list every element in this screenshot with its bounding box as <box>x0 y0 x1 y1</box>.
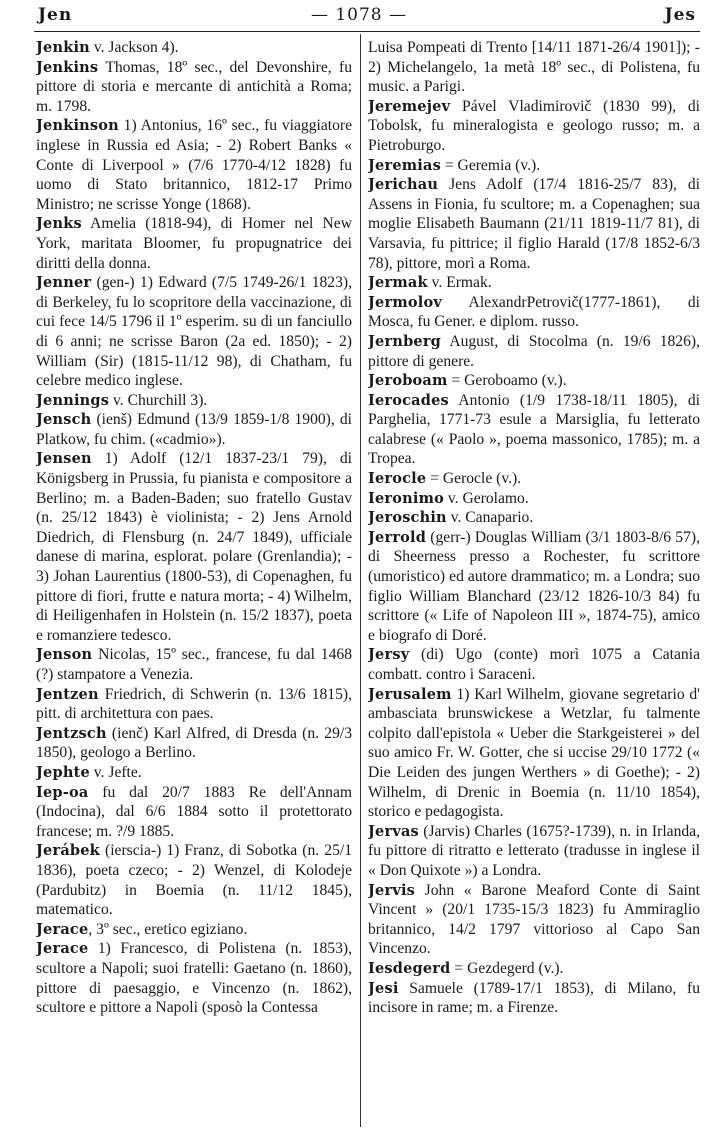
entry-headword: Jerace <box>36 940 89 958</box>
entry-headword: Jephte <box>36 763 90 781</box>
dictionary-entry <box>368 38 700 97</box>
entry-headword: Jerusalem <box>368 685 452 703</box>
entry-headword: Jeremejev <box>368 97 451 115</box>
dictionary-entry <box>368 528 700 646</box>
entry-text: Nicolas, 15º sec., francese, fu dal 1468 (?) stampatore a Venezia. <box>36 646 352 683</box>
entry-text: Luisa Pompeati di Trento [14/11 1871-26/4 1901]); - 2) Michelangelo, 1a metà 18º sec., di Polistena, fu music. a Parigi. <box>368 39 700 96</box>
page-header <box>0 0 718 30</box>
entry-headword: Ierocades <box>368 391 449 409</box>
entry-headword: Jeroschin <box>368 509 447 527</box>
entry-headword: Ierocle <box>368 470 427 488</box>
entry-headword: Jentzen <box>36 685 99 703</box>
entry-headword: Jenson <box>36 646 93 664</box>
dictionary-entry <box>36 841 352 919</box>
entry-text: = Geremia (v.). <box>440 156 541 174</box>
dictionary-entry <box>36 38 352 58</box>
entry-headword: Jerrold <box>368 528 427 546</box>
entry-headword: Jenner <box>36 274 92 292</box>
dictionary-entry <box>36 763 352 783</box>
entry-text: , 3º sec., eretico egiziano. <box>88 920 248 938</box>
dictionary-entry <box>368 979 700 1018</box>
dictionary-entry <box>36 58 352 117</box>
entry-headword: Jentzsch <box>36 724 107 742</box>
entry-text: John « Barone Meaford Conte di Saint Vincent » (20/1 1735-15/3 1823) fu Ammiraglio britannico, 14/2 1797 vittorioso al Capo San Vincenzo. <box>368 881 700 958</box>
dictionary-entry <box>36 645 352 684</box>
dictionary-entry <box>368 391 700 469</box>
left-column <box>36 38 352 1129</box>
entry-text: = Gezdegerd (v.). <box>450 959 564 977</box>
entry-headword: Jernberg <box>368 332 442 350</box>
dictionary-entry <box>368 371 700 391</box>
entry-headword: Iep-oa <box>36 783 89 801</box>
entry-headword: Jennings <box>36 391 110 409</box>
entry-text: v. Gerolamo. <box>443 489 529 507</box>
header-rule <box>34 31 700 32</box>
right-column <box>368 38 700 1129</box>
entry-headword: Iesdegerd <box>368 959 451 977</box>
entry-headword: Jeroboam <box>368 372 448 390</box>
entry-text: (Jarvis) Charles (1675?-1739), n. in Irlanda, fu pittore di ritratto e letterato (tradusse in inglese il « Don Quixote ») a Londra. <box>368 822 700 879</box>
entry-text: = Geroboamo (v.). <box>447 372 567 390</box>
entry-headword: Jervis <box>368 881 416 899</box>
entry-text: (gerr-) Douglas William (3/1 1803-8/6 57), di Sheerness presso a Rochester, fu scrittore (umoristico) ed autore drammatico; m. a Londra; suo figlio William Blanchard (23/12 1826-10/3 84) fu scrittore (« Life of Napoleon III », 1874-75), amico e biografo di Doré. <box>368 528 700 644</box>
entry-text: (ienč) Karl Alfred, di Dresda (n. 29/3 1850), geologo a Berlino. <box>36 724 352 762</box>
entry-text: (ierscia-) 1) Franz, di Sobotka (n. 25/1 1836), poeta czeco; - 2) Wenzel, di Kolodeje (Pardubitz) in Boemia (n. 11/12 1845), matematico. <box>36 842 352 919</box>
entry-headword: Jenkins <box>36 58 99 76</box>
entry-headword: Jermolov <box>368 293 442 311</box>
entry-text: Samuele (1789-17/1 1853), di Milano, fu incisore in rame; m. a Firenze. <box>368 979 700 1017</box>
entry-text: v. Ermak. <box>427 274 492 292</box>
dictionary-entry <box>368 469 700 489</box>
dictionary-entry <box>368 332 700 371</box>
dictionary-entry <box>368 97 700 156</box>
entry-text: (gen-) 1) Edward (7/5 1749-26/1 1823), di Berkeley, fu lo scopritore della vaccinazione, di cui fece 14/5 1796 il 1º esperim. su di un fanciullo di 6 anni; ne scrisse Baron (2a ed. 1850); - 2) William (Sir) (1815-11/12 98), di Chatham, fu celebre medico inglese. <box>36 274 352 390</box>
dictionary-entry <box>36 449 352 645</box>
dictionary-entry <box>368 489 700 509</box>
entry-headword: Jensch <box>36 411 92 429</box>
dictionary-entry <box>36 410 352 449</box>
dictionary-entry <box>36 783 352 842</box>
dictionary-entry <box>368 273 700 293</box>
entry-text: 1) Adolf (12/1 1837-23/1 79), di Königsberg in Prussia, fu pianista e compositore a Berlino; m. a Baden-Baden; suo fratello Gustav (n. 25/12 1843) è violinista; - 2) Jens Arnold Diedrich, di Flensburg (n. 24/7 1849), ufficiale danese di marina, esplorat. polare (Grenlandia); - 3) Johan Laurentius (1800-53), di Copenaghen, fu pittore di fiori, frutte e natura morta; - 4) Wilhelm, di Heiligenhafen in Holstein (n. 15/2 1837), poeta e romanziere tedesco. <box>36 450 352 644</box>
entry-headword: Jervas <box>368 822 419 840</box>
page-number: — 1078 — <box>310 5 408 25</box>
header-right-word: Jes <box>664 5 696 25</box>
dictionary-entry <box>36 391 352 411</box>
dictionary-entry <box>36 273 352 391</box>
entry-headword: Jerábek <box>36 842 100 860</box>
column-divider <box>360 34 361 1127</box>
entry-text: (ienš) Edmund (13/9 1859-1/8 1900), di Platkow, fu chim. («cadmio»). <box>36 411 352 448</box>
entry-text: Friedrich, di Schwerin (n. 13/6 1815), pitt. di architettura con paes. <box>36 685 352 723</box>
dictionary-entry <box>368 822 700 881</box>
dictionary-entry <box>36 939 352 1017</box>
dictionary-entry <box>368 508 700 528</box>
entry-headword: Ieronimo <box>368 489 444 507</box>
entry-headword: Jesi <box>368 979 399 997</box>
entry-text: Thomas, 18º sec., del Devonshire, fu pittore di storia e mercante di antichità a Roma; m. 1798. <box>36 58 352 115</box>
entry-text: v. Canapario. <box>446 509 534 527</box>
entry-headword: Jenkinson <box>36 117 119 135</box>
dictionary-entry <box>368 293 700 332</box>
entry-headword: Jermak <box>368 274 428 292</box>
entry-text: fu dal 20/7 1883 Re dell'Annam (Indocina), dal 6/6 1884 sotto il protettorato francese; m. ?/9 1885. <box>36 783 352 840</box>
entry-text: Amelia (1818-94), di Homer nel New York, maritata Bloomer, fu propugnatrice dei diritti della donna. <box>36 215 352 272</box>
entry-text: AlexandrPetrovič(1777-1861), di Mosca, fu Gener. e diplom. russo. <box>368 293 700 331</box>
entry-text: 1) Francesco, di Polistena (n. 1853), scultore a Napoli; suoi fratelli: Gaetano (n. 1860), pittore di paesaggio, e Vincenzo (n. 1862), scultore e pittore a Napoli (sposò la Contessa <box>36 940 352 1017</box>
dictionary-entry <box>368 685 700 822</box>
entry-headword: Jerace <box>36 920 89 938</box>
header-left-word: Jen <box>38 5 73 25</box>
entry-text: Pável Vladimirovič (1830 99), di Tobolsk, fu mineralogista e geologo russo; m. a Pietroburgo. <box>368 97 700 154</box>
entry-headword: Jersy <box>368 646 410 664</box>
entry-text: 1) Antonius, 16º sec., fu viaggiatore inglese in Russia ed Asia; - 2) Robert Banks « Conte di Liverpool » (7/6 1770-4/12 1828) fu uomo di Stato britannico, 1812-17 Primo Ministro; ne scrisse Yonge (1868). <box>36 117 352 213</box>
entry-text: 1) Karl Wilhelm, giovane segretario d' ambasciata brunswickese a Wetzlar, fu talmente colpito dall'epistola « Ueber die Starkgeisterei » del suo amico Fr. W. Gotter, che si uccise 29/10 1772 (« Die Leiden des jungen Werthers » di Goethe); - 2) Wilhelm, di Drenic in Boemia (n. 11/10 1854), storico e pedagogista. <box>368 685 700 821</box>
dictionary-entry <box>36 724 352 763</box>
entry-headword: Jenks <box>36 215 82 233</box>
entry-text: v. Jackson 4). <box>89 39 179 56</box>
entry-headword: Jerichau <box>368 176 439 194</box>
dictionary-entry <box>368 645 700 684</box>
dictionary-entry <box>36 685 352 724</box>
dictionary-entry <box>368 881 700 959</box>
entry-text: Jens Adolf (17/4 1816-25/7 83), di Assens in Fionia, fu scultore; m. a Copenaghen; sua moglie Elisabeth Baumann (21/11 1819-11/7 81), di Varsavia, fu pittrice; il figlio Harald (17/8 1852-6/3 78), pittore, morì a Roma. <box>368 176 700 272</box>
dictionary-entry <box>368 175 700 273</box>
dictionary-entry <box>36 116 352 214</box>
entry-headword: Jeremias <box>368 156 441 174</box>
entry-text: August, di Stocolma (n. 19/6 1826), pittore di genere. <box>368 332 700 370</box>
entry-headword: Jensen <box>36 450 92 468</box>
entry-headword: Jenkin <box>36 39 90 56</box>
dictionary-entry <box>36 920 352 940</box>
entry-text: = Gerocle (v.). <box>426 470 522 488</box>
dictionary-entry <box>368 156 700 176</box>
entry-text: (di) Ugo (conte) morì 1075 a Catania combatt. contro i Saraceni. <box>368 646 700 683</box>
entry-text: v. Churchill 3). <box>109 391 208 409</box>
entry-text: Antonio (1/9 1738-18/11 1805), di Parghelia, 1771-73 esule a Marsiglia, fu letterato calabrese (« Paolo », poema massonico, 1785); m. a Tropea. <box>368 391 700 468</box>
entry-text: v. Jefte. <box>89 763 142 781</box>
dictionary-entry <box>368 959 700 979</box>
dictionary-entry <box>36 214 352 273</box>
